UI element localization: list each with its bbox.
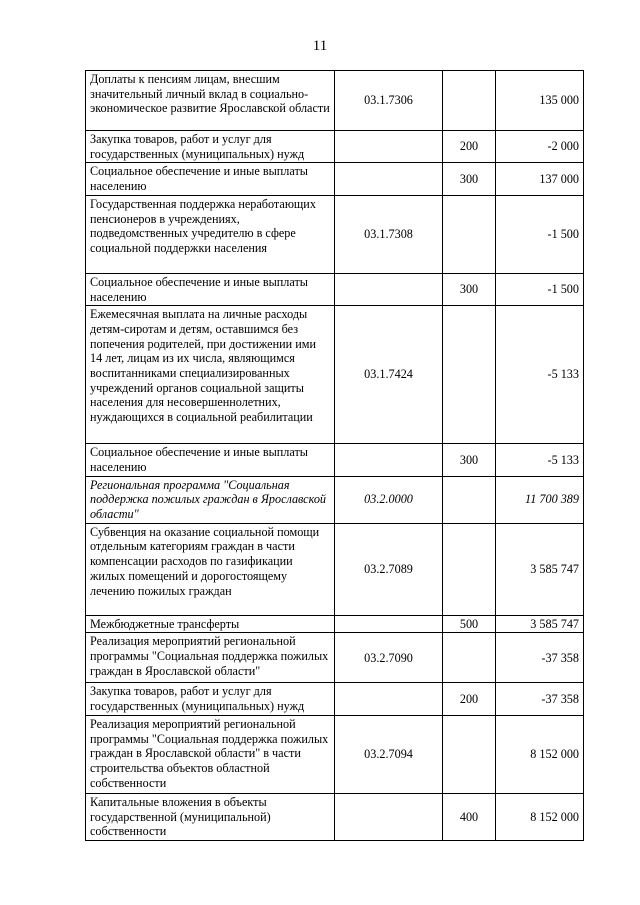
table-row bbox=[86, 195, 584, 273]
table-row bbox=[86, 683, 584, 715]
row-sum-cell: -1 500 bbox=[496, 273, 584, 305]
table-row bbox=[86, 715, 584, 793]
row-sum-cell: 135 000 bbox=[496, 71, 584, 131]
row-kind-cell bbox=[443, 306, 496, 444]
row-code-cell: 03.1.7308 bbox=[335, 195, 443, 273]
row-sum-cell: -37 358 bbox=[496, 633, 584, 683]
row-name-cell: Социальное обеспечение и иные выплаты населению bbox=[86, 444, 335, 476]
row-name-cell: Ежемесячная выплата на личные расходы детям-сиротам и детям, оставшимся без попечения родителей, при достижении ими 14 лет, лицам из их числа, являющимся воспитанниками специализированных учреждений органов социальной защиты населения для несовершеннолетних, нуждающихся в социальной реабилитации bbox=[86, 306, 335, 444]
row-code-cell bbox=[335, 444, 443, 476]
row-code-cell bbox=[335, 163, 443, 195]
row-sum-cell: -1 500 bbox=[496, 195, 584, 273]
table-row bbox=[86, 444, 584, 476]
table-row bbox=[86, 306, 584, 444]
table-row bbox=[86, 793, 584, 840]
table-row bbox=[86, 633, 584, 683]
row-code-cell bbox=[335, 683, 443, 715]
row-name-cell: Региональная программа "Социальная поддержка пожилых граждан в Ярославской области" bbox=[86, 476, 335, 523]
row-kind-cell bbox=[443, 633, 496, 683]
row-kind-cell: 200 bbox=[443, 131, 496, 163]
row-name-cell: Реализация мероприятий региональной программы "Социальная поддержка пожилых граждан в Ярославской области" в части строительства объектов областной собственности bbox=[86, 715, 335, 793]
row-code-cell: 03.1.7306 bbox=[335, 71, 443, 131]
table-row bbox=[86, 273, 584, 305]
row-name-cell: Межбюджетные трансферты bbox=[86, 615, 335, 633]
row-code-cell bbox=[335, 615, 443, 633]
row-kind-cell bbox=[443, 71, 496, 131]
row-name-cell: Закупка товаров, работ и услуг для государственных (муниципальных) нужд bbox=[86, 131, 335, 163]
row-sum-cell: 137 000 bbox=[496, 163, 584, 195]
row-sum-cell: -37 358 bbox=[496, 683, 584, 715]
budget-table bbox=[85, 70, 584, 841]
budget-table-body bbox=[86, 71, 584, 841]
row-kind-cell: 300 bbox=[443, 444, 496, 476]
row-name-cell: Социальное обеспечение и иные выплаты населению bbox=[86, 273, 335, 305]
row-name-cell: Доплаты к пенсиям лицам, внесшим значительный личный вклад в социально-экономическое развитие Ярославской области bbox=[86, 71, 335, 131]
row-sum-cell: 8 152 000 bbox=[496, 793, 584, 840]
row-kind-cell bbox=[443, 715, 496, 793]
row-code-cell bbox=[335, 793, 443, 840]
row-code-cell: 03.2.7089 bbox=[335, 523, 443, 615]
row-name-cell: Государственная поддержка неработающих пенсионеров в учреждениях, подведомственных учредителю в сфере социальной поддержки населения bbox=[86, 195, 335, 273]
page-number: 11 bbox=[312, 38, 328, 54]
row-name-cell: Закупка товаров, работ и услуг для государственных (муниципальных) нужд bbox=[86, 683, 335, 715]
row-sum-cell: 3 585 747 bbox=[496, 523, 584, 615]
row-kind-cell: 200 bbox=[443, 683, 496, 715]
table-row bbox=[86, 71, 584, 131]
row-code-cell: 03.1.7424 bbox=[335, 306, 443, 444]
row-sum-cell: 8 152 000 bbox=[496, 715, 584, 793]
row-sum-cell: -5 133 bbox=[496, 306, 584, 444]
row-code-cell: 03.2.0000 bbox=[335, 476, 443, 523]
row-kind-cell: 400 bbox=[443, 793, 496, 840]
row-kind-cell bbox=[443, 476, 496, 523]
table-row bbox=[86, 163, 584, 195]
row-name-cell: Социальное обеспечение и иные выплаты населению bbox=[86, 163, 335, 195]
row-sum-cell: 3 585 747 bbox=[496, 615, 584, 633]
row-sum-cell: -2 000 bbox=[496, 131, 584, 163]
row-kind-cell: 500 bbox=[443, 615, 496, 633]
row-kind-cell: 300 bbox=[443, 163, 496, 195]
row-code-cell bbox=[335, 131, 443, 163]
row-sum-cell: 11 700 389 bbox=[496, 476, 584, 523]
row-code-cell: 03.2.7094 bbox=[335, 715, 443, 793]
table-row bbox=[86, 476, 584, 523]
row-name-cell: Реализация мероприятий региональной программы "Социальная поддержка пожилых граждан в Ярославской области" bbox=[86, 633, 335, 683]
row-sum-cell: -5 133 bbox=[496, 444, 584, 476]
row-kind-cell bbox=[443, 523, 496, 615]
row-kind-cell: 300 bbox=[443, 273, 496, 305]
row-code-cell bbox=[335, 273, 443, 305]
row-name-cell: Капитальные вложения в объекты государственной (муниципальной) собственности bbox=[86, 793, 335, 840]
table-row bbox=[86, 523, 584, 615]
row-name-cell: Субвенция на оказание социальной помощи отдельным категориям граждан в части компенсации расходов по газификации жилых помещений и дорогостоящему лечению пожилых граждан bbox=[86, 523, 335, 615]
row-code-cell: 03.2.7090 bbox=[335, 633, 443, 683]
row-kind-cell bbox=[443, 195, 496, 273]
table-row bbox=[86, 131, 584, 163]
table-row bbox=[86, 615, 584, 633]
